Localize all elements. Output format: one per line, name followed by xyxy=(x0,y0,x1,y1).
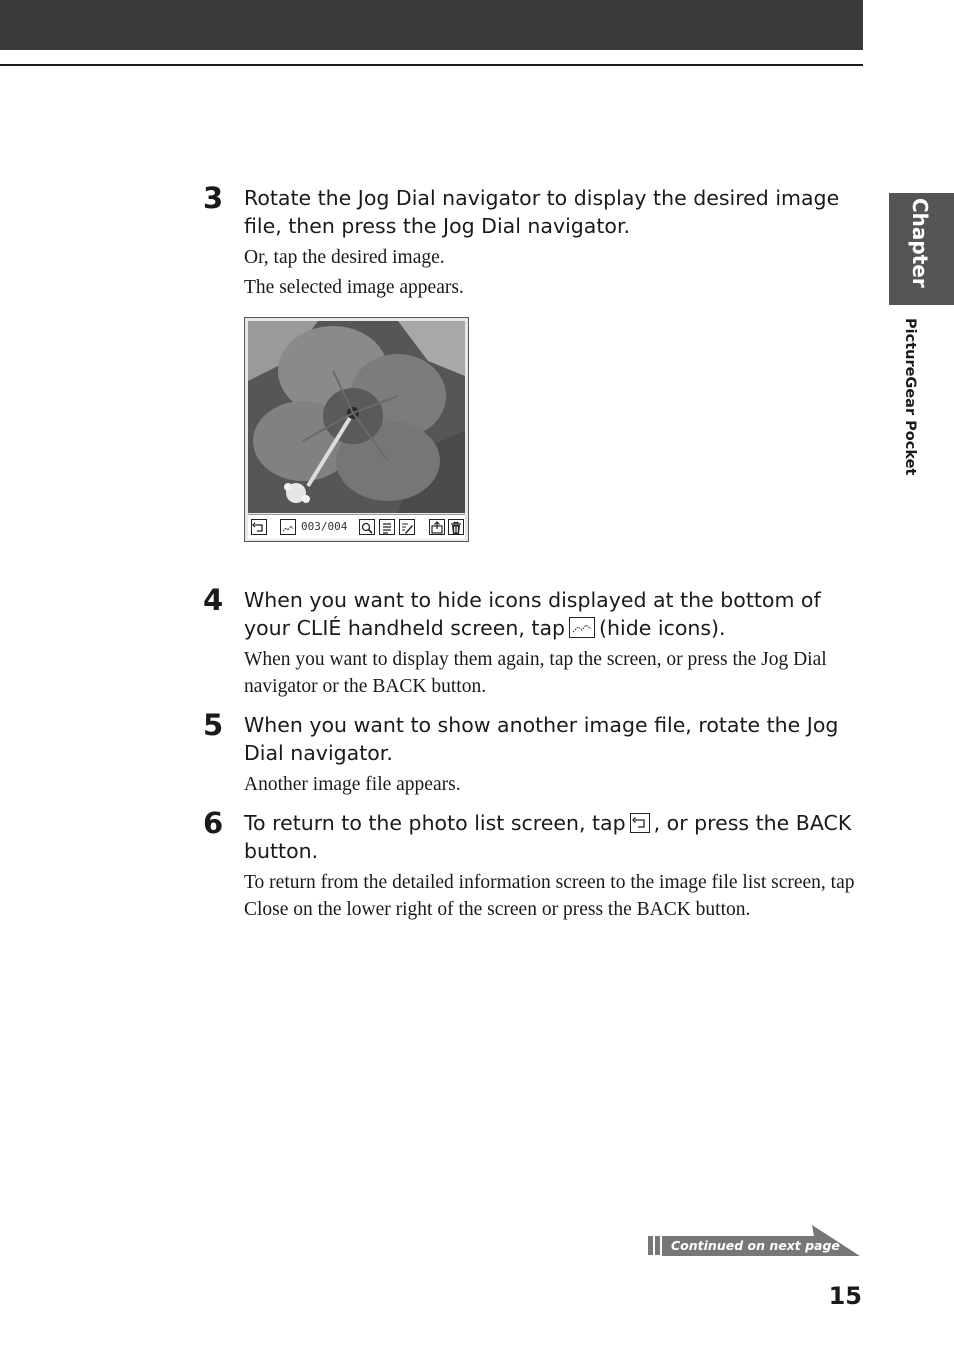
step-body-text: Or, tap the desired image. xyxy=(244,247,445,268)
back-icon[interactable] xyxy=(251,519,267,535)
step-heading: Rotate the Jog Dial navigator to display the desired image file, then press the Jog Dial navigator. xyxy=(244,186,840,238)
step-heading-text: When you want to hide icons displayed at the bottom of your CLIÉ handheld screen, tap xyxy=(244,588,821,640)
step-body-text: When you want to display them again, tap the screen, or press the Jog Dial navigator or the BACK button. xyxy=(244,649,827,697)
step-body-text: To return from the detailed information screen to the image file list screen, tap Close on the lower right of the screen or press the BACK button. xyxy=(244,872,855,920)
step-body-text: The selected image appears. xyxy=(244,277,464,298)
edit-icon[interactable] xyxy=(399,519,415,535)
step-number: 6 xyxy=(203,806,224,840)
continued-bar xyxy=(648,1236,653,1255)
step-heading xyxy=(244,586,864,642)
step-number: 4 xyxy=(203,583,224,617)
image-counter: 003/004 xyxy=(301,520,348,533)
continued-banner xyxy=(648,1225,860,1257)
back-icon xyxy=(630,813,650,833)
send-icon[interactable] xyxy=(429,519,445,535)
screen-toolbar xyxy=(248,514,465,539)
continued-bar xyxy=(655,1236,660,1255)
details-icon[interactable] xyxy=(379,519,395,535)
continued-text: Continued on next page xyxy=(671,1238,840,1253)
hide-icons-icon[interactable] xyxy=(280,519,296,535)
page-number: 15 xyxy=(828,1282,862,1310)
step-heading-text: To return to the photo list screen, tap xyxy=(244,811,626,835)
device-screenshot xyxy=(244,317,469,542)
step-heading: When you want to show another image file, rotate the Jog Dial navigator. xyxy=(244,713,839,765)
hide-icons-icon xyxy=(569,617,595,638)
hibiscus-photo xyxy=(248,321,465,513)
step-body-text: Another image file appears. xyxy=(244,774,461,795)
step-number: 5 xyxy=(203,708,224,742)
section-label: PictureGear Pocket xyxy=(902,318,918,476)
step-number: 3 xyxy=(203,181,224,215)
delete-icon[interactable] xyxy=(448,519,464,535)
chapter-label: Chapter 1 xyxy=(868,198,932,288)
step-heading-text: (hide icons). xyxy=(599,616,726,640)
header-rule xyxy=(0,64,863,66)
header-bar xyxy=(0,0,863,50)
zoom-icon[interactable] xyxy=(359,519,375,535)
step-heading-text: , or press the BACK button. xyxy=(244,811,852,863)
step-heading xyxy=(244,809,864,865)
